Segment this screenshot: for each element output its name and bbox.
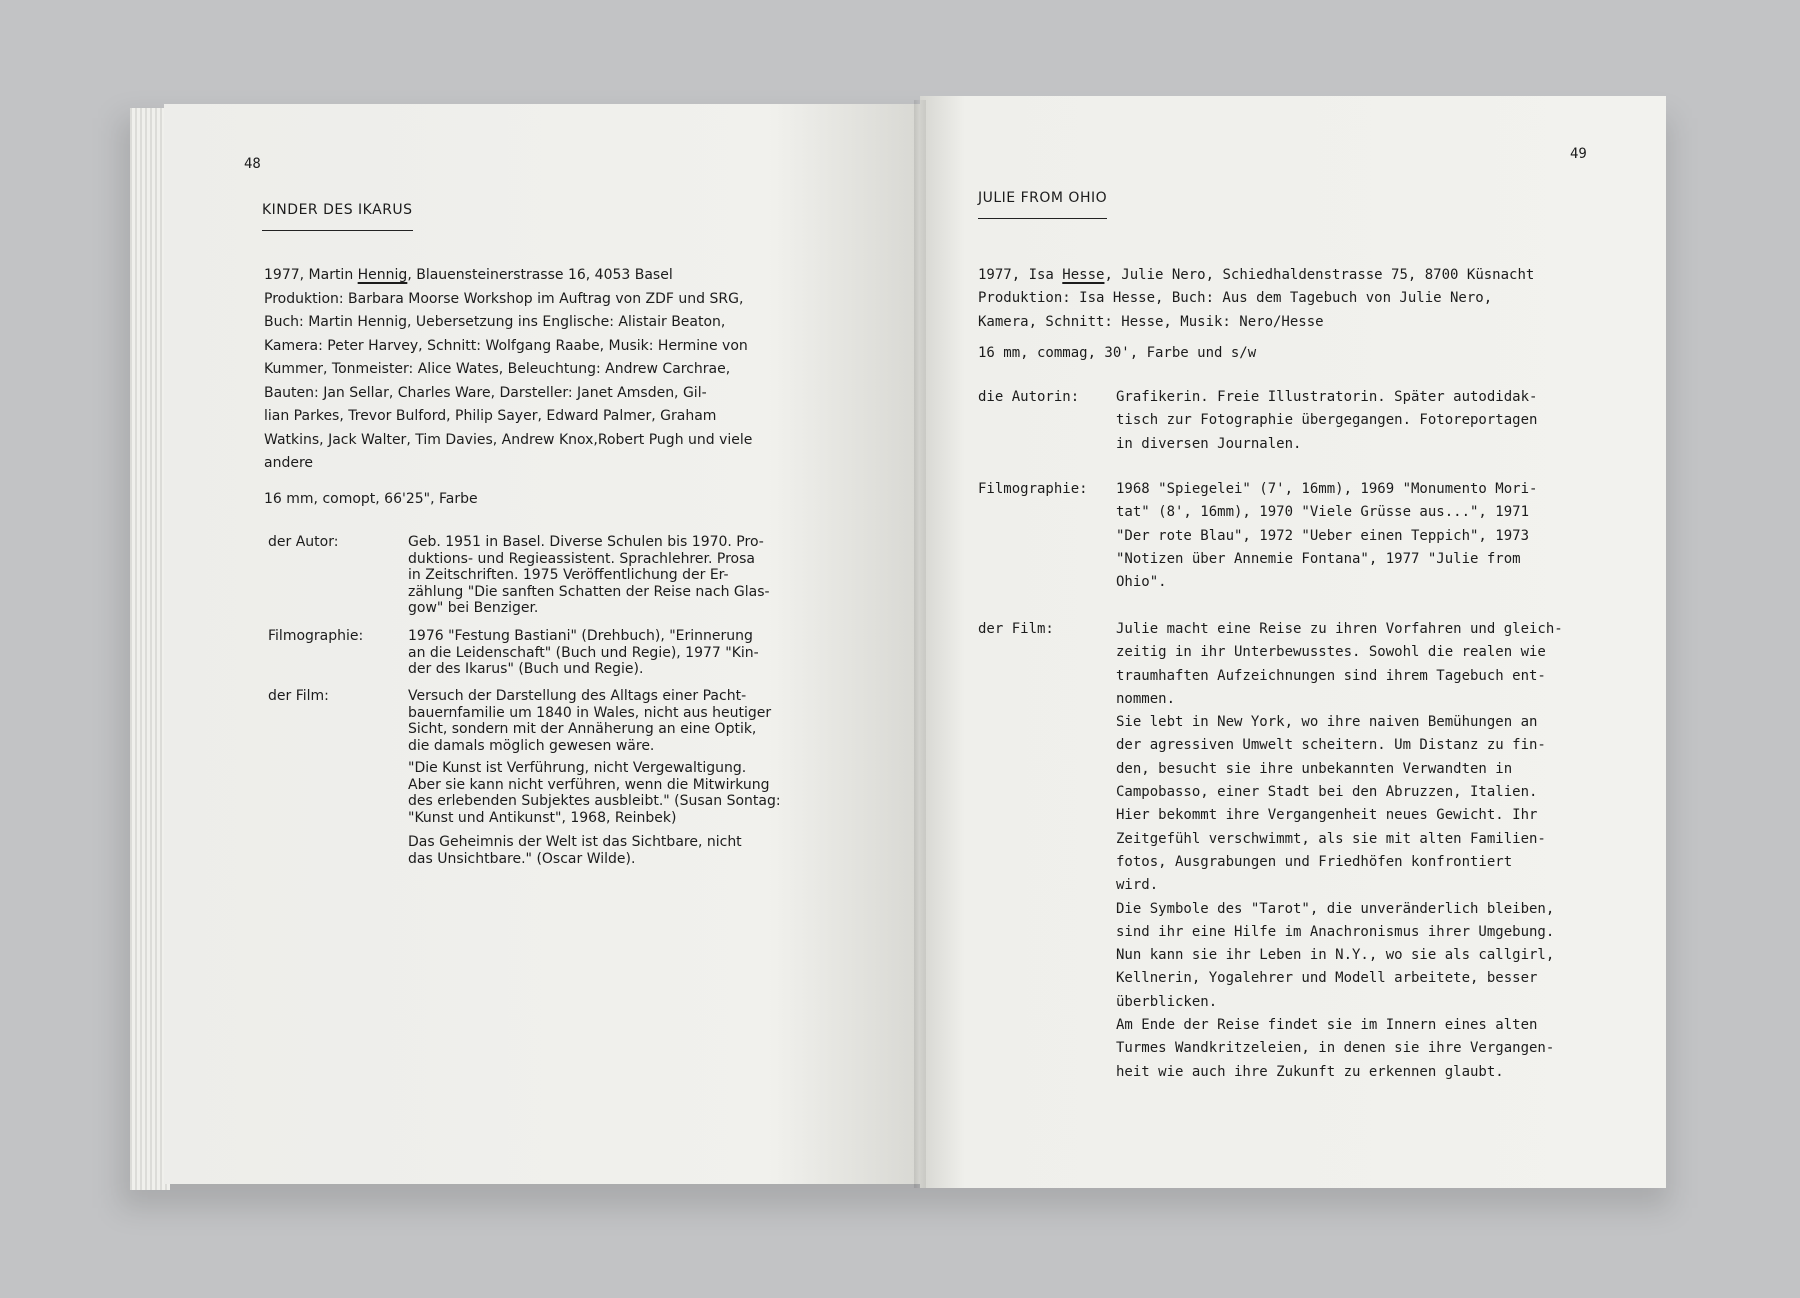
credits-line: lian Parkes, Trevor Bulford, Philip Sayer, Edward Palmer, Graham (264, 408, 717, 424)
filmography-text: 1976 "Festung Bastiani" (Drehbuch), "Erinnerung an die Leidenschaft" (Buch und Regie), 1977 "Kin- der des Ikarus" (Buch und Regie). (408, 628, 759, 677)
left-format: 16 mm, comopt, 66'25", Farbe (264, 491, 478, 507)
filmography-label: Filmographie: (978, 481, 1088, 497)
film-paragraph-1: Versuch der Darstellung des Alltags einer Pacht- bauernfamilie um 1840 in Wales, nicht aus heutiger Sicht, sondern mit der Annäherung an eine Optik, die damals möglich gewesen wäre. (408, 688, 772, 754)
credits-line-1: 1977, Isa Hesse, Julie Nero, Schiedhaldenstrasse 75, 8700 Küsnacht (978, 267, 1535, 283)
author-text: Geb. 1951 in Basel. Diverse Schulen bis 1970. Pro- duktions- und Regieassistent. Sprachlehrer. Prosa in Zeitschriften. 1975 Veröffentlichung der Er- zählung "Die sanften Schatten der Reise nach Glas- gow" bei Benziger. (408, 534, 770, 616)
right-page (920, 96, 1666, 1188)
right-format: 16 mm, commag, 30', Farbe und s/w (978, 345, 1257, 361)
credits-line: Produktion: Isa Hesse, Buch: Aus dem Tagebuch von Julie Nero, (978, 290, 1493, 307)
filmography-text: 1968 "Spiegelei" (7', 16mm), 1969 "Monumento Mori- tat" (8', 16mm), 1970 "Viele Grüsse aus...", 1971 "Der rote Blau", 1972 "Ueber einen Teppich", 1973 "Notizen über Annemie Fontana", 1977 "Julie from Ohio". (1116, 481, 1538, 591)
left-page-title: KINDER DES IKARUS (262, 202, 413, 231)
film-label: der Film: (268, 688, 329, 704)
right-credits (978, 264, 1534, 334)
page-number-left: 48 (244, 156, 261, 172)
page-number-right: 49 (1570, 146, 1587, 162)
book-spine (914, 100, 926, 1188)
director-name: Hennig (357, 267, 408, 283)
credits-line-1: 1977, Martin Hennig, Blauensteinerstrasse 16, 4053 Basel (264, 267, 673, 283)
credits-line: Watkins, Jack Walter, Tim Davies, Andrew Knox,Robert Pugh und viele (264, 431, 753, 448)
author-label: die Autorin: (978, 389, 1080, 405)
right-page-title: JULIE FROM OHIO (978, 190, 1107, 219)
film-text: Julie macht eine Reise zu ihren Vorfahren und gleich- zeitig in ihr Unterbewusstes. Sowohl die realen wie traumhaften Aufzeichnungen sind ihrem Tagebuch ent- nommen. Sie lebt in New York, wo ihre naiven Bemühungen an der agressiven Umwelt scheitern. Um Distanz zu fin- den, besucht sie ihre unbekannten Verwandten in Campobasso, einer Stadt bei den Abruzzen, Italien. Hier bekommt ihre Vergangenheit neues Gewicht. Ihr Zeitgefühl verschwimmt, als sie mit alten Familien- fotos, Ausgrabungen und Friedhöfen konfrontiert wird. Die Symbole des "Tarot", die unveränderlich bleiben, sind ihr eine Hilfe im Anachronismus ihrer Umgebung. Nun kann sie ihr Leben in N.Y., wo sie als callgirl, Kellnerin, Yogalehrer und Modell arbeitete, besser überblicken. Am Ende der Reise findet sie im Innern eines alten Turmes Wandkritzeleien, in denen sie ihre Vergangen- heit wie auch ihre Zukunft zu erkennen glaubt. (1116, 621, 1563, 1080)
author-text: Grafikerin. Freie Illustratorin. Später autodidak- tisch zur Fotographie übergegangen. Fotoreportagen in diversen Journalen. (1116, 389, 1538, 452)
left-page (164, 104, 920, 1184)
film-paragraph-3: Das Geheimnis der Welt ist das Sichtbare, nicht das Unsichtbare." (Oscar Wilde). (408, 834, 742, 867)
credits-line: Buch: Martin Hennig, Uebersetzung ins Englische: Alistair Beaton, (264, 314, 726, 330)
credits-line: Bauten: Jan Sellar, Charles Ware, Darsteller: Janet Amsden, Gil- (264, 384, 707, 401)
credits-line: Kamera: Peter Harvey, Schnitt: Wolfgang Raabe, Musik: Hermine von (264, 337, 748, 354)
filmography-label: Filmographie: (268, 628, 364, 644)
director-name: Hesse (1062, 267, 1105, 283)
left-credits (264, 264, 752, 476)
film-paragraph-2: "Die Kunst ist Verführung, nicht Vergewaltigung. Aber sie kann nicht verführen, wenn die Mitwirkung des erlebenden Subjektes ausbleibt." (Susan Sontag: "Kunst und Antikunst", 1968, Reinbek) (408, 760, 781, 826)
credits-line: Kamera, Schnitt: Hesse, Musik: Nero/Hesse (978, 313, 1324, 330)
film-label: der Film: (978, 621, 1054, 637)
credits-line: Kummer, Tonmeister: Alice Wates, Beleuchtung: Andrew Carchrae, (264, 361, 731, 377)
credits-line: Produktion: Barbara Moorse Workshop im Auftrag von ZDF und SRG, (264, 290, 744, 307)
credits-line: andere (264, 455, 314, 471)
author-label: der Autor: (268, 534, 339, 550)
